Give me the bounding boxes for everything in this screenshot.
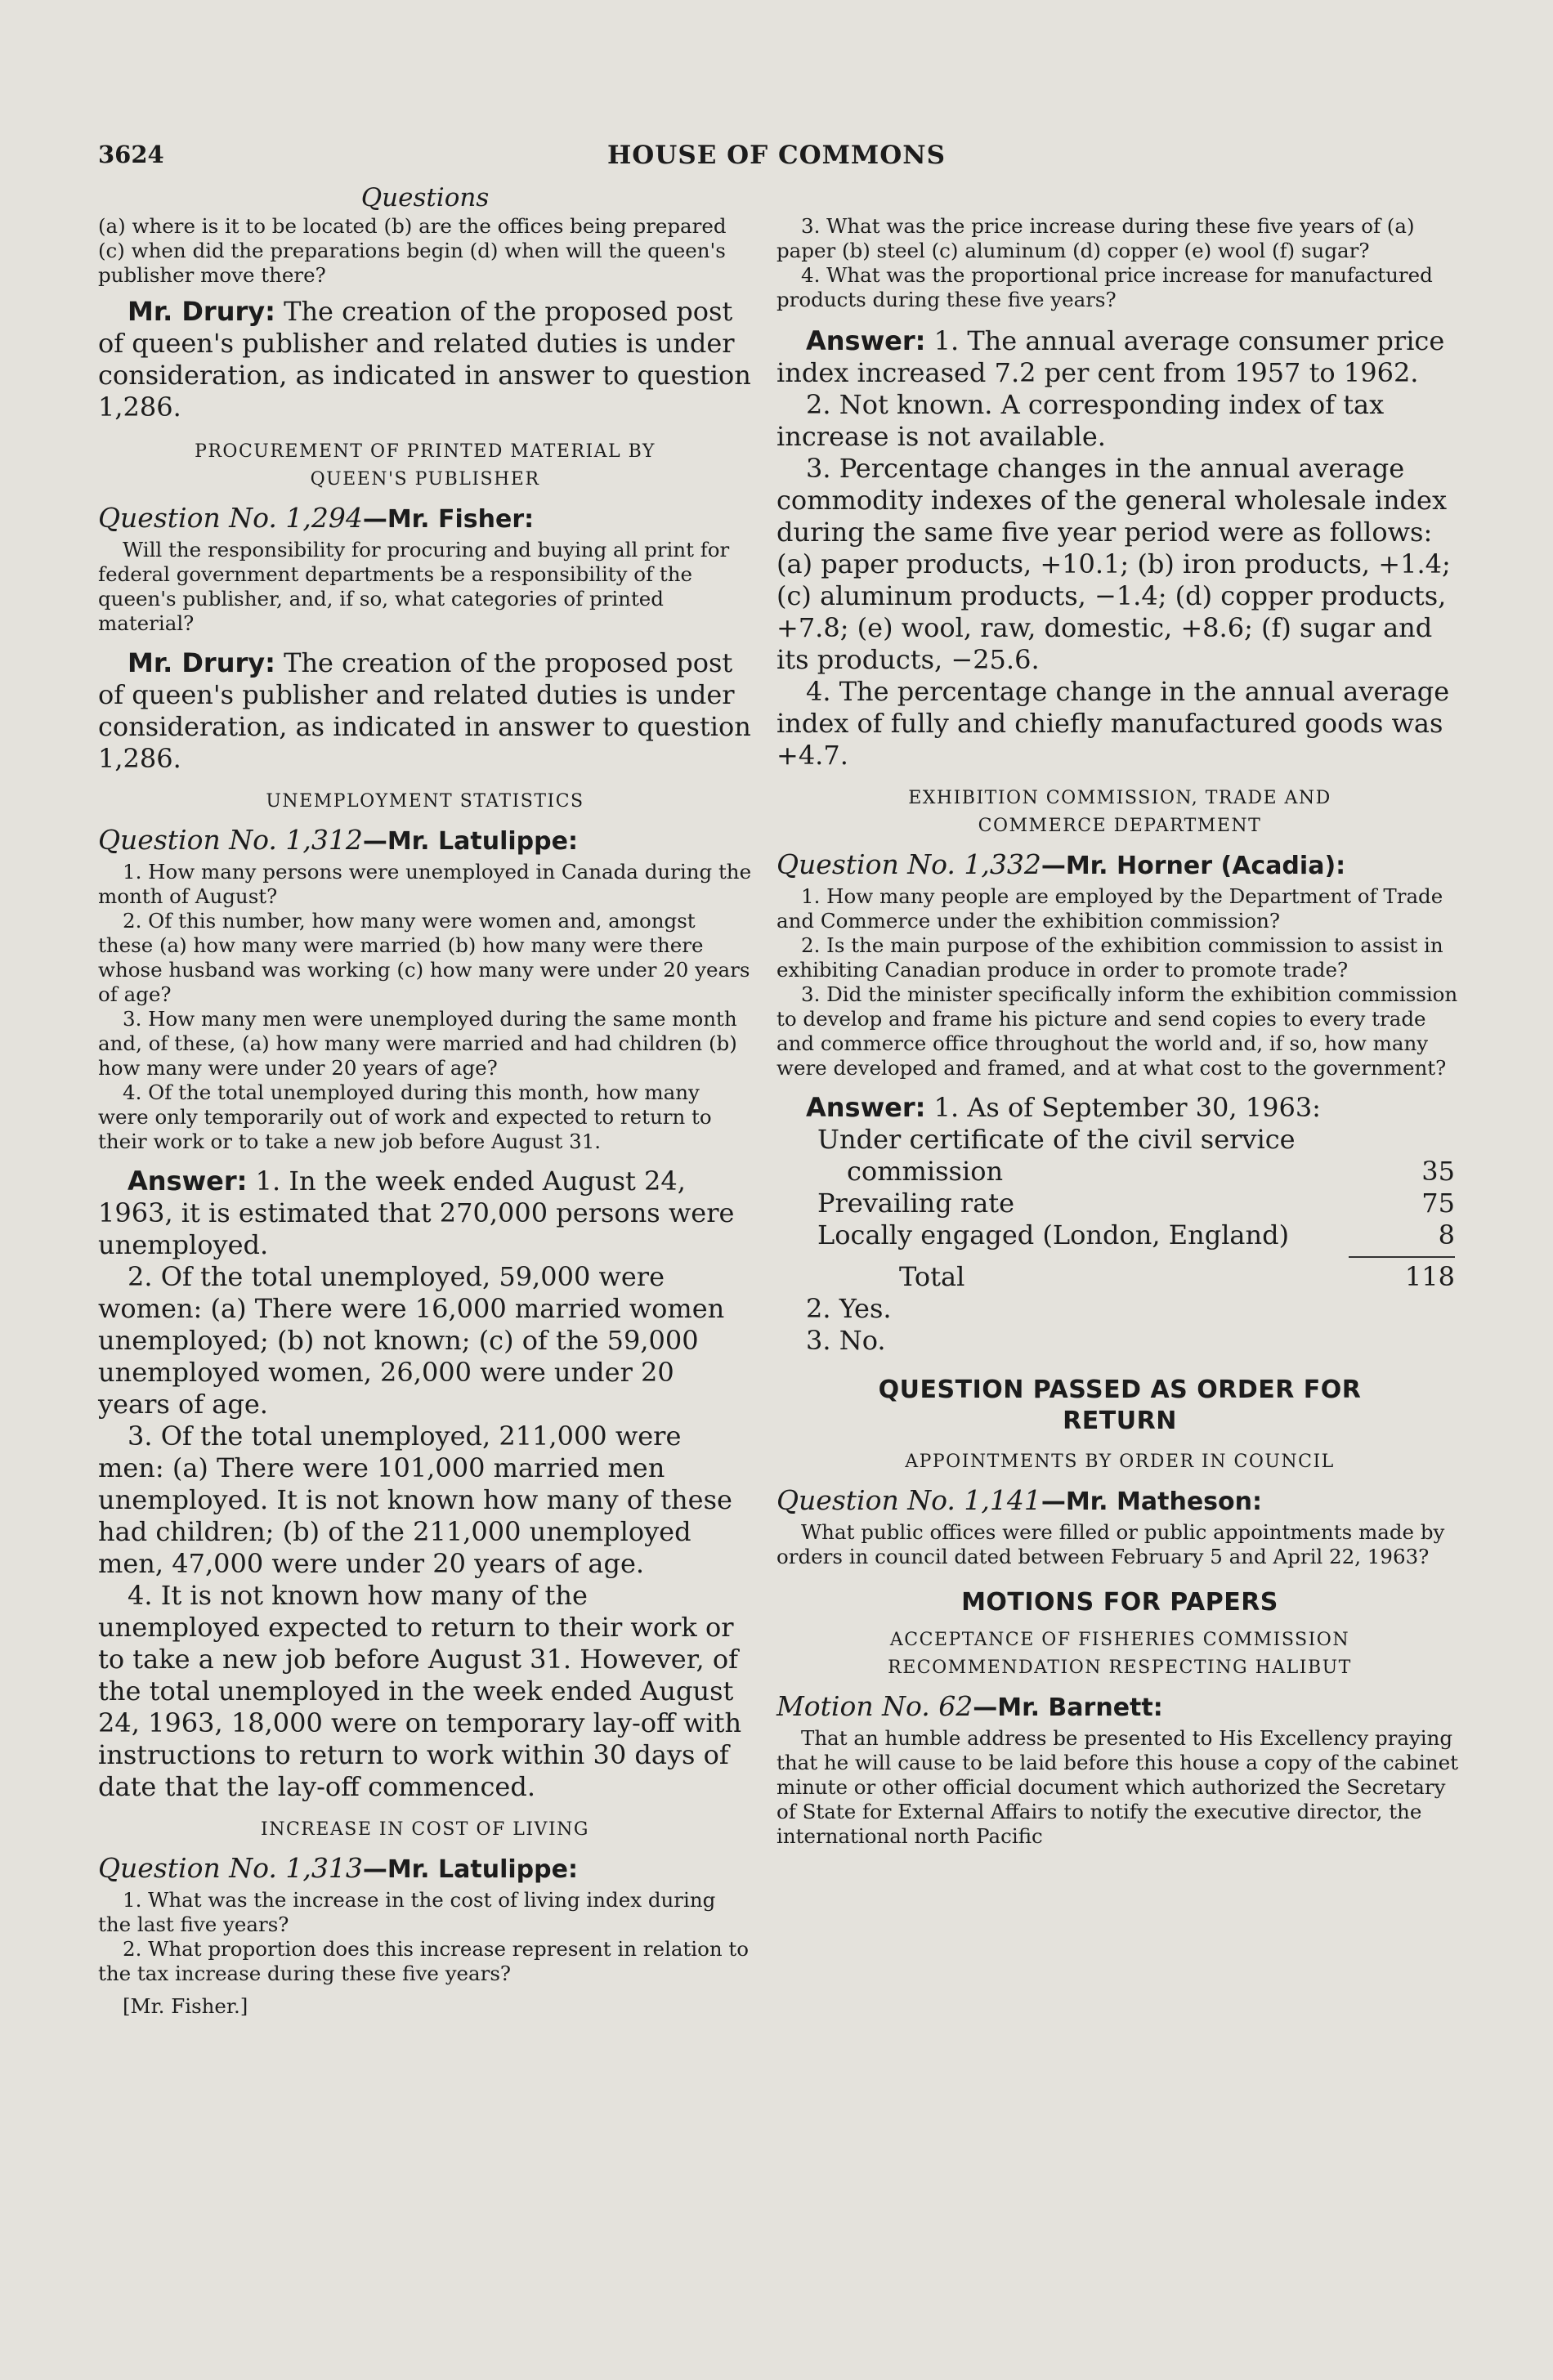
question-heading: Question No. 1,312—Mr. Latulippe: xyxy=(98,824,578,856)
answer-paragraph: 3. No. xyxy=(806,1325,886,1356)
major-heading: MOTIONS FOR PAPERS xyxy=(961,1588,1278,1617)
answer-paragraph: 2. Not known. A corresponding index of tax increase is not available. xyxy=(776,389,1385,452)
answer-text: The creation of the proposed post of queen's publisher and related duties is under consideration, as indicated in answer to question 1,286. xyxy=(98,647,751,774)
question-item: 3. Did the minister specifically inform the exhibition commission to develop and frame his picture and send copies to every trade and commerce office throughout the world and, if so, how many were developed and framed, and at what cost to the government? xyxy=(776,982,1458,1080)
question-heading: Question No. 1,332—Mr. Horner (Acadia): xyxy=(776,848,1346,880)
answer-paragraph: 3. Percentage changes in the annual average commodity indexes of the general wholesale index during the same five year period were as follows: (a) paper products, +10.1; (b) iron products, +1.4; (c) aluminum products, −1.4; (d) copper products, +7.8; (e) wool, raw, domestic, +8.6; (f) sugar and its products, −25.6. xyxy=(776,453,1451,675)
question-item: 1. How many people are employed by the Department of Trade and Commerce under the exhibition commission? xyxy=(776,884,1443,933)
answer-paragraph xyxy=(98,296,752,423)
question-item: 1. What was the increase in the cost of living index during the last five years? xyxy=(98,1888,716,1936)
question-item: 2. Of this number, how many were women and, amongst these (a) how many were married (b) how many were there whose husband was working (c) how many were under 20 years of age? xyxy=(98,909,750,1006)
answer-paragraph: Answer: 1. The annual average consumer price index increased 7.2 per cent from 1957 to 1962. xyxy=(776,325,1445,388)
footer-note: [Mr. Fisher.] xyxy=(123,1994,248,2018)
answer-label: Answer: xyxy=(128,1165,248,1197)
section-heading: APPOINTMENTS BY ORDER IN COUNCIL xyxy=(905,1452,1335,1472)
section-heading: EXHIBITION COMMISSION, TRADE AND COMMERCE DEPARTMENT xyxy=(908,788,1331,836)
question-item: 3. How many men were unemployed during the same month and, of these, (a) how many were married and had children (b) how many were under 20 years of age? xyxy=(98,1007,737,1080)
answer-paragraph: Answer: 1. In the week ended August 24, 1963, it is estimated that 270,000 persons were unemployed. xyxy=(98,1165,735,1260)
section-heading: UNEMPLOYMENT STATISTICS xyxy=(266,791,584,812)
question-heading: Question No. 1,313—Mr. Latulippe: xyxy=(98,1852,578,1884)
question-heading: Question No. 1,141—Mr. Matheson: xyxy=(776,1484,1262,1516)
section-heading: PROCUREMENT OF PRINTED MATERIAL BY QUEEN'S PUBLISHER xyxy=(195,441,656,490)
motion-text: That an humble address be presented to His Excellency praying that he will cause to be laid before this house a copy of the cabinet minute or other official document which authorized the Secretary of State for External Affairs to notify the executive director, the international north Pacific xyxy=(776,1726,1458,1848)
answer-paragraph: 3. Of the total unemployed, 211,000 were men: (a) There were 101,000 married men unemployed. It is not known how many of these had children; (b) of the 211,000 unemployed men, 47,000 were under 20 years of age. xyxy=(98,1420,732,1579)
right-column xyxy=(776,214,1463,1849)
table-row: Prevailing rate 75 xyxy=(817,1188,1455,1219)
speaker: Mr. Drury: xyxy=(128,296,275,327)
motion-heading: Motion No. 62—Mr. Barnett: xyxy=(776,1690,1163,1722)
question-text: What public offices were filled or public appointments made by orders in council dated between February 5 and April 22, 1963? xyxy=(776,1520,1445,1568)
question-item: 4. What was the proportional price increase for manufactured products during these five years? xyxy=(776,263,1433,311)
page-number: 3624 xyxy=(98,141,164,168)
major-heading: QUESTION PASSED AS ORDER FOR RETURN xyxy=(878,1376,1362,1435)
page-header xyxy=(98,141,1455,181)
answer-paragraph: 4. It is not known how many of the unemployed expected to return to their work or to take a new job before August 31. However, of the total unemployed in the week ended August 24, 1963, 18,000 were on temporary lay-off with instructions to return to work within 30 days of date that the lay-off commenced. xyxy=(98,1580,742,1802)
answer-label: Answer: xyxy=(806,325,926,356)
question-item: 1. How many persons were unemployed in Canada during the month of August? xyxy=(98,860,752,908)
answer-paragraph: Answer: 1. As of September 30, 1963: xyxy=(806,1092,1321,1123)
questions-label: Questions xyxy=(360,183,490,212)
question-item: 4. Of the total unemployed during this month, how many were only temporarily out of work and expected to return to their work or to take a new job before August 31. xyxy=(98,1080,712,1153)
answer-text: The creation of the proposed post of queen's publisher and related duties is under consideration, as indicated in answer to question 1,286. xyxy=(98,296,751,423)
section-heading: INCREASE IN COST OF LIVING xyxy=(261,1819,589,1840)
total-rule xyxy=(1349,1256,1455,1258)
running-head: HOUSE OF COMMONS xyxy=(607,141,946,170)
section-heading: ACCEPTANCE OF FISHERIES COMMISSION RECOMMENDATION RESPECTING HALIBUT xyxy=(888,1630,1352,1678)
staff-table xyxy=(776,1124,1463,1293)
question-item: 2. Is the main purpose of the exhibition commission to assist in exhibiting Canadian produce in order to promote trade? xyxy=(776,933,1443,982)
table-row: Locally engaged (London, England) 8 xyxy=(817,1219,1455,1250)
answer-paragraph xyxy=(98,647,752,775)
answer-paragraph: 2. Yes. xyxy=(806,1293,892,1324)
table-row: Under certificate of the civil service xyxy=(817,1124,1296,1155)
table-row: commission 35 xyxy=(847,1156,1455,1187)
answer-paragraph: 4. The percentage change in the annual average index of fully and chiefly manufactured goods was +4.7. xyxy=(776,676,1450,771)
question-item: 2. What proportion does this increase represent in relation to the tax increase during these five years? xyxy=(98,1937,750,1985)
answer-paragraph: 2. Of the total unemployed, 59,000 were women: (a) There were 16,000 married women unemployed; (b) not known; (c) of the 59,000 unemployed women, 26,000 were under 20 years of age. xyxy=(98,1261,725,1420)
table-total-row: Total 118 xyxy=(899,1261,1455,1292)
question-continued: (a) where is it to be located (b) are the offices being prepared (c) when did the preparations begin (d) when will the queen's publisher move there? xyxy=(98,214,727,287)
question-text: Will the responsibility for procuring and buying all print for federal government departments be a responsibility of the queen's publisher, and, if so, what categories of printed material? xyxy=(98,538,730,635)
speaker: Mr. Drury: xyxy=(128,647,275,678)
question-item: 3. What was the price increase during these five years of (a) paper (b) steel (c) aluminum (d) copper (e) wool (f) sugar? xyxy=(776,214,1415,262)
question-heading: Question No. 1,294—Mr. Fisher: xyxy=(98,502,535,534)
left-column xyxy=(98,181,752,2019)
answer-label: Answer: xyxy=(806,1092,926,1123)
